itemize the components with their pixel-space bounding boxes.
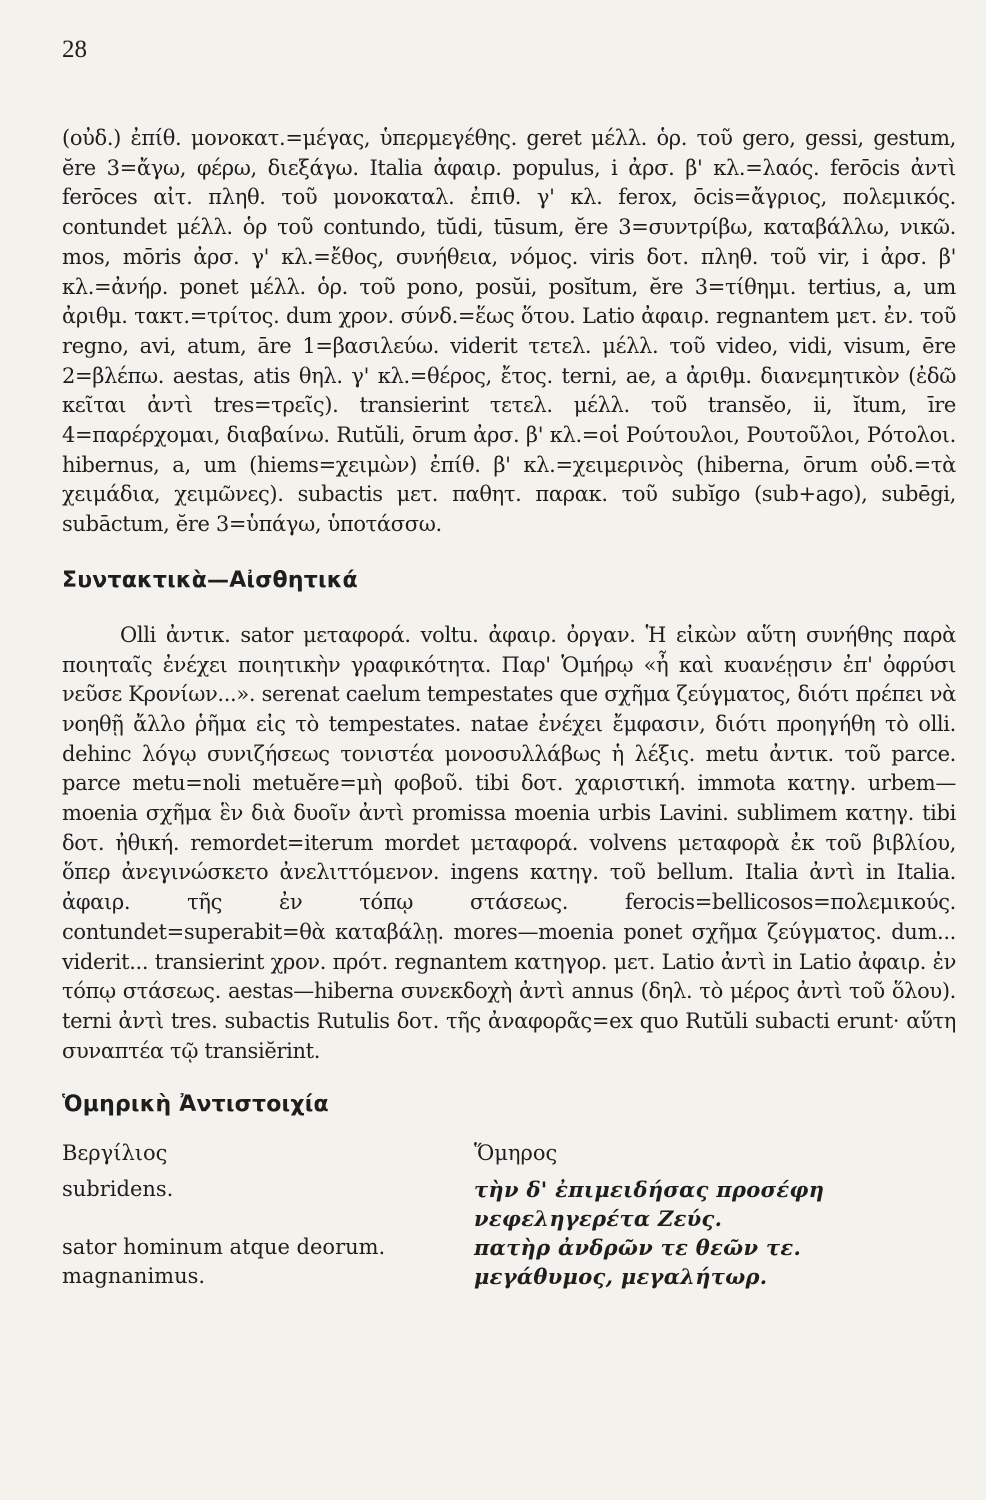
correspondence-column-headers [62,1141,956,1165]
homeric-correspondence-heading: Ὁμηρικὴ Ἀντιστοιχία [62,1092,329,1118]
column-header-homer: Ὅμηρος [474,1141,558,1166]
homeric-phrase: μεγάθυμος, μεγαλήτωρ. [474,1264,768,1290]
syntax-commentary: Olli ἀντικ. sator μεταφορά. voltu. ἀφαιρ. ὀργαν. Ἡ εἰκὼν αὕτη συνήθης παρὰ ποιηταῖς ἐνέχει ποιητικὴν γραφικότητα. Παρ' Ὁμήρῳ «ἦ καὶ κυανέῃσιν ἐπ' ὀφρύσι νεῦσε Κρονίων...». serenat caelum tempestates que σχῆμα ζεύγματος, διότι πρέπει νὰ νοηθῇ ἄλλο ῥῆμα εἰς τὸ tempestates. natae ἐνέχει ἔμφασιν, διότι προηγήθη τὸ olli. dehinc λόγῳ συνιζήσεως τονιστέα μονοσυλλάβως ἡ λέξις. metu ἀντικ. τοῦ parce. parce metu=noli metuĕre=μὴ φοβοῦ. tibi δοτ. χαριστική. immota κατηγ. urbem—moenia σχῆμα ἓν διὰ δυοῖν ἀντὶ promissa moenia urbis Lavini. sublimem κατηγ. tibi δοτ. ἠθική. remordet=iterum mordet μεταφορά. volvens μεταφορὰ ἐκ τοῦ βιβλίου, ὅπερ ἀνεγινώσκετο ἀνελιττόμενον. ingens κατηγ. τοῦ bellum. Italia ἀντὶ in Italia. ἀφαιρ. τῆς ἐν τόπῳ στάσεως. ferocis=bellicosos=πολεμικούς. contundet=superabit=θὰ καταβάλῃ. mores—moenia ponet σχῆμα ζεύγματος. dum... viderit... transierint χρον. πρότ. regnantem κατηγορ. μετ. Latio ἀντὶ in Latio ἀφαιρ. ἐν τόπῳ στάσεως. aestas—hiberna συνεκδοχὴ ἀντὶ annus (δηλ. τὸ μέρος ἀντὶ τοῦ ὅλου). terni ἀντὶ tres. subactis Rutulis δοτ. τῆς ἀναφορᾶς=ex quo Rutŭli subacti erunt· αὕτη συναπτέα τῷ transiĕrint. [62,622,956,1063]
correspondence-row [62,1175,956,1233]
column-header-vergil: Βεργίλιος [62,1141,168,1166]
syntax-heading: Συντακτικὰ—Αἰσθητικά [62,567,358,593]
correspondence-row [62,1233,956,1262]
latin-phrase: sator hominum atque deorum. [62,1235,386,1260]
latin-phrase: magnanimus. [62,1264,206,1289]
homeric-phrase [474,1175,956,1233]
homeric-phrase-line: τὴν δ' ἐπιμειδήσας προσέφη [474,1177,825,1203]
homeric-phrase-continuation: νεφεληγερέτα Ζεύς. [474,1206,723,1232]
homeric-phrase: πατὴρ ἀνδρῶν τε θεῶν τε. [474,1235,802,1261]
page-number: 28 [62,36,87,63]
vocabulary-glossary: (οὐδ.) ἐπίθ. μονοκατ.=μέγας, ὑπερμεγέθης. geret μέλλ. ὁρ. τοῦ gero, gessi, gestum, ĕre 3=ἄγω, φέρω, διεξάγω. Italia ἀφαιρ. populus, i ἀρσ. β' κλ.=λαός. ferōcis ἀντὶ ferōces αἰτ. πληθ. τοῦ μονοκαταλ. ἐπιθ. γ' κλ. ferox, ōcis=ἄγριος, πολεμικός. contundet μέλλ. ὁρ τοῦ contundo, tŭdi, tūsum, ĕre 3=συντρίβω, καταβάλλω, νικῶ. mos, mōris ἀρσ. γ' κλ.=ἔθος, συνήθεια, νόμος. viris δοτ. πληθ. τοῦ vir, i ἀρσ. β' κλ.=ἀνήρ. ponet μέλλ. ὁρ. τοῦ pono, posŭi, posĭtum, ĕre 3=τίθημι. tertius, a, um ἀριθμ. τακτ.=τρίτος. dum χρον. σύνδ.=ἕως ὅτου. Latio ἀφαιρ. regnantem μετ. ἐν. τοῦ regno, avi, atum, āre 1=βασιλεύω. viderit τετελ. μέλλ. τοῦ video, vidi, visum, ēre 2=βλέπω. aestas, atis θηλ. γ' κλ.=θέρος, ἔτος. terni, ae, a ἀριθμ. διανεμητικὸν (ἐδῶ κεῖται ἀντὶ tres=τρεῖς). transierint τετελ. μέλλ. τοῦ transĕo, ii, ĭtum, īre 4=παρέρχομαι, διαβαίνω. Rutŭli, ōrum ἀρσ. β' κλ.=οἱ Ρούτουλοι, Ρουτοῦλοι, Ρότολοι. hibernus, a, um (hiems=χειμὼν) ἐπίθ. β' κλ.=χειμερινὸς (hiberna, ōrum οὐδ.=τὰ χειμάδια, χειμῶνες). subactis μετ. παθητ. παρακ. τοῦ subĭgo (sub+ago), subēgi, subāctum, ĕre 3=ὑπάγω, ὑποτάσσω. [62,126,956,537]
correspondence-row [62,1262,956,1291]
latin-phrase: subridens. [62,1177,174,1202]
